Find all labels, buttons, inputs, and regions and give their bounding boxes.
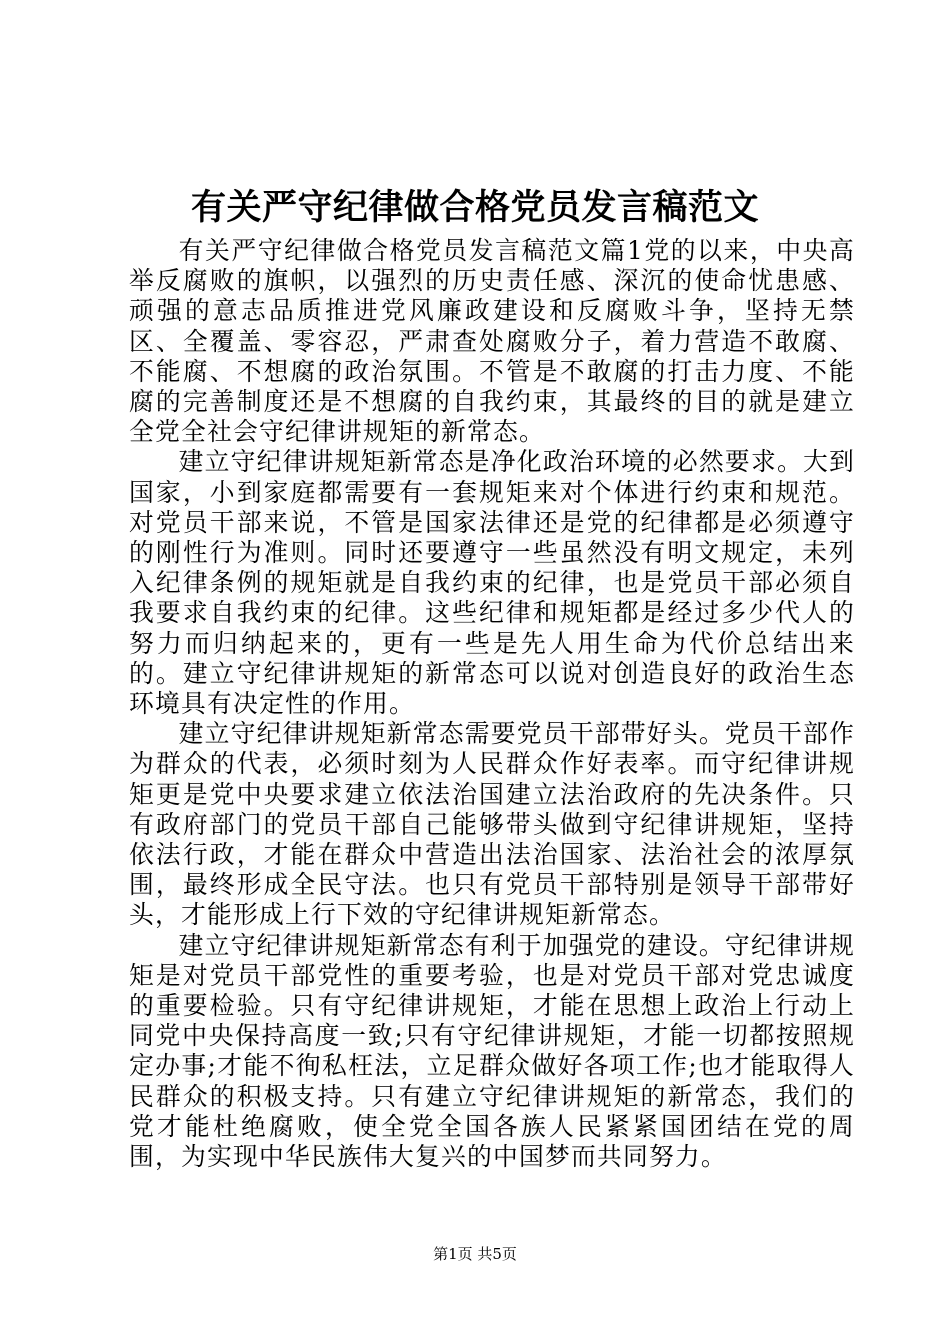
page-number-footer: 第1页 共5页 bbox=[433, 1245, 517, 1263]
document-title: 有关严守纪律做合格党员发言稿范文 bbox=[190, 188, 759, 228]
paragraph: 建立守纪律讲规矩新常态是净化政治环境的必然要求。大到国家，小到家庭都需要有一套规矩来对个体进行约束和规范。对党员干部来说，不管是国家法律还是党的纪律都是必须遵守的刚性行为准则。同时还要遵守一些虽然没有明文规定，未列入纪律条例的规矩就是自我约束的纪律，也是党员干部必须自我要求自我约束的纪律。这些纪律和规矩都是经过多少代人的努力而归纳起来的，更有一些是先人用生命为代价总结出来的。建立守纪律讲规矩的新常态可以说对创造良好的政治生态环境具有决定性的作用。 bbox=[129, 447, 855, 719]
paragraph: 建立守纪律讲规矩新常态有利于加强党的建设。守纪律讲规矩是对党员干部党性的重要考验，也是对党员干部对党忠诚度的重要检验。只有守纪律讲规矩，才能在思想上政治上行动上同党中央保持高度一致;只有守纪律讲规矩，才能一切都按照规定办事;才能不徇私枉法，立足群众做好各项工作;也才能取得人民群众的积极支持。只有建立守纪律讲规矩的新常态，我们的党才能杜绝腐败，使全党全国各族人民紧紧国团结在党的周围，为实现中华民族伟大复兴的中国梦而共同努力。 bbox=[129, 930, 855, 1172]
document-body bbox=[129, 236, 855, 1172]
paragraph: 有关严守纪律做合格党员发言稿范文篇1党的以来，中央高举反腐败的旗帜，以强烈的历史责任感、深沉的使命忧患感、顽强的意志品质推进党风廉政建设和反腐败斗争，坚持无禁区、全覆盖、零容忍，严肃查处腐败分子，着力营造不敢腐、不能腐、不想腐的政治氛围。不管是不敢腐的打击力度、不能腐的完善制度还是不想腐的自我约束，其最终的目的就是建立全党全社会守纪律讲规矩的新常态。 bbox=[129, 236, 855, 447]
paragraph: 建立守纪律讲规矩新常态需要党员干部带好头。党员干部作为群众的代表，必须时刻为人民群众作好表率。而守纪律讲规矩更是党中央要求建立依法治国建立法治政府的先决条件。只有政府部门的党员干部自己能够带头做到守纪律讲规矩，坚持依法行政，才能在群众中营造出法治国家、法治社会的浓厚氛围，最终形成全民守法。也只有党员干部特别是领导干部带好头，才能形成上行下效的守纪律讲规矩新常态。 bbox=[129, 719, 855, 930]
